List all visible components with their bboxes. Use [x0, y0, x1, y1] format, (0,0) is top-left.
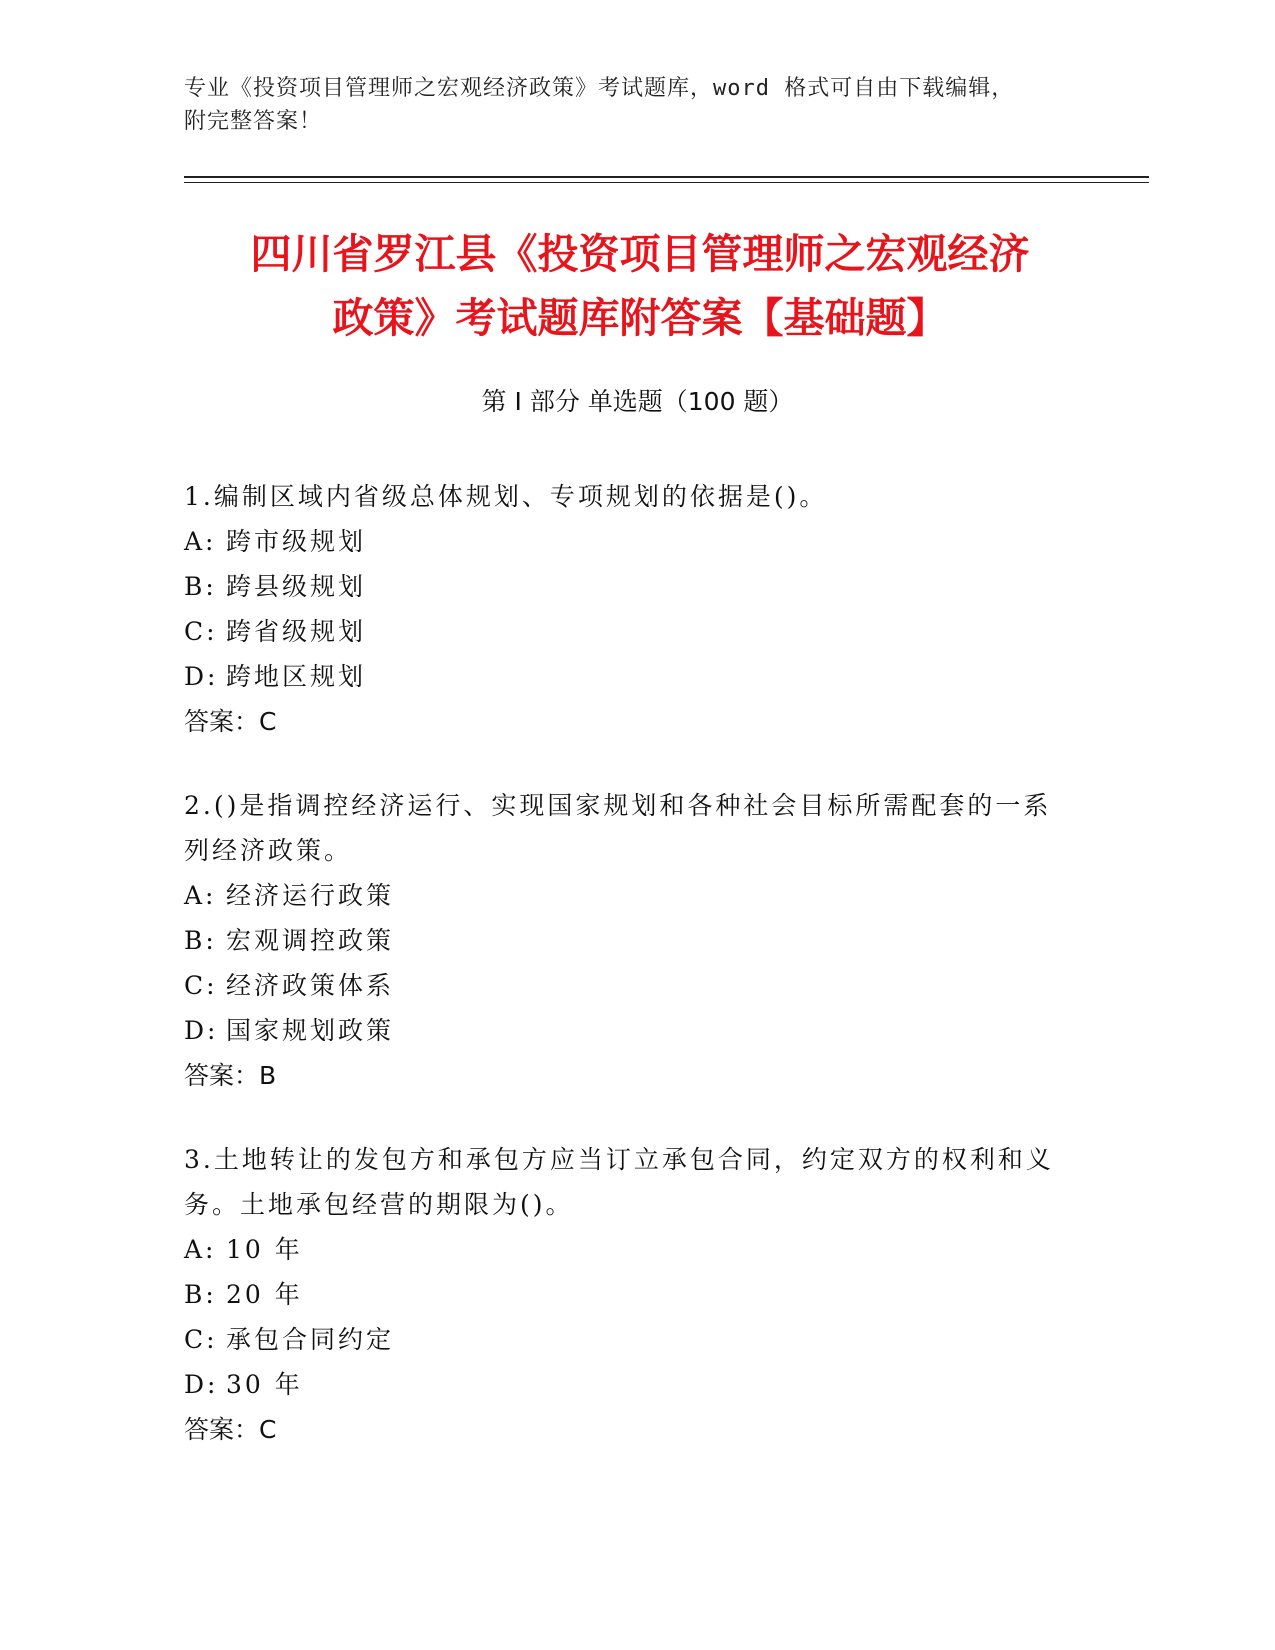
section-heading: 第 I 部分 单选题（100 题）	[481, 387, 794, 416]
option-d	[184, 654, 1064, 699]
question-2	[184, 783, 1064, 1099]
option-text: 20 年	[226, 1280, 303, 1309]
option-d	[184, 1008, 1064, 1053]
option-b	[184, 918, 1064, 963]
option-text: 经济政策体系	[226, 971, 395, 1000]
option-text: 跨市级规划	[226, 527, 367, 556]
question-3	[184, 1137, 1064, 1453]
option-c	[184, 609, 1064, 654]
option-key: C:	[184, 971, 218, 1000]
option-key: C:	[184, 617, 218, 646]
header-rule-thick	[184, 176, 1149, 178]
question-1	[184, 474, 1064, 745]
question-stem: 3.土地转让的发包方和承包方应当订立承包合同，约定双方的权利和义务。土地承包经营的期限为()。	[184, 1145, 1054, 1219]
question-stem: 2.()是指调控经济运行、实现国家规划和各种社会目标所需配套的一系列经济政策。	[184, 791, 1052, 865]
option-text: 国家规划政策	[226, 1016, 395, 1045]
option-key: B:	[184, 572, 217, 601]
option-c	[184, 963, 1064, 1008]
document-title	[160, 222, 1120, 350]
option-c	[184, 1317, 1064, 1362]
option-key: D:	[184, 1370, 219, 1399]
option-text: 跨地区规划	[226, 662, 367, 691]
option-b	[184, 564, 1064, 609]
option-key: C:	[184, 1325, 218, 1354]
option-text: 10 年	[226, 1235, 303, 1264]
header-note-line2: 附完整答案！	[184, 109, 323, 134]
answer-line: 答案：C	[184, 707, 277, 736]
option-key: B:	[184, 1280, 217, 1309]
option-a	[184, 873, 1064, 918]
option-key: D:	[184, 662, 219, 691]
option-text: 承包合同约定	[226, 1325, 395, 1354]
option-b	[184, 1272, 1064, 1317]
option-text: 30 年	[226, 1370, 303, 1399]
option-text: 经济运行政策	[226, 881, 395, 910]
document-title-line2: 政策》考试题库附答案【基础题】	[332, 294, 948, 342]
option-d	[184, 1362, 1064, 1407]
option-key: D:	[184, 1016, 219, 1045]
answer-line: 答案：B	[184, 1061, 277, 1090]
header-note-line1: 专业《投资项目管理师之宏观经济政策》考试题库，word 格式可自由下载编辑，	[184, 76, 1015, 101]
question-list	[184, 474, 1064, 1491]
header-rule-thin	[184, 182, 1149, 183]
document-title-line1: 四川省罗江县《投资项目管理师之宏观经济	[250, 230, 1030, 278]
option-text: 跨县级规划	[226, 572, 367, 601]
question-stem: 1.编制区域内省级总体规划、专项规划的依据是()。	[184, 482, 828, 511]
option-text: 宏观调控政策	[226, 926, 395, 955]
option-key: B:	[184, 926, 217, 955]
header-note	[184, 72, 1064, 138]
option-a	[184, 1227, 1064, 1272]
option-key: A:	[184, 881, 217, 910]
option-key: A:	[184, 527, 217, 556]
answer-line: 答案：C	[184, 1415, 277, 1444]
option-key: A:	[184, 1235, 217, 1264]
option-text: 跨省级规划	[226, 617, 367, 646]
option-a	[184, 519, 1064, 564]
